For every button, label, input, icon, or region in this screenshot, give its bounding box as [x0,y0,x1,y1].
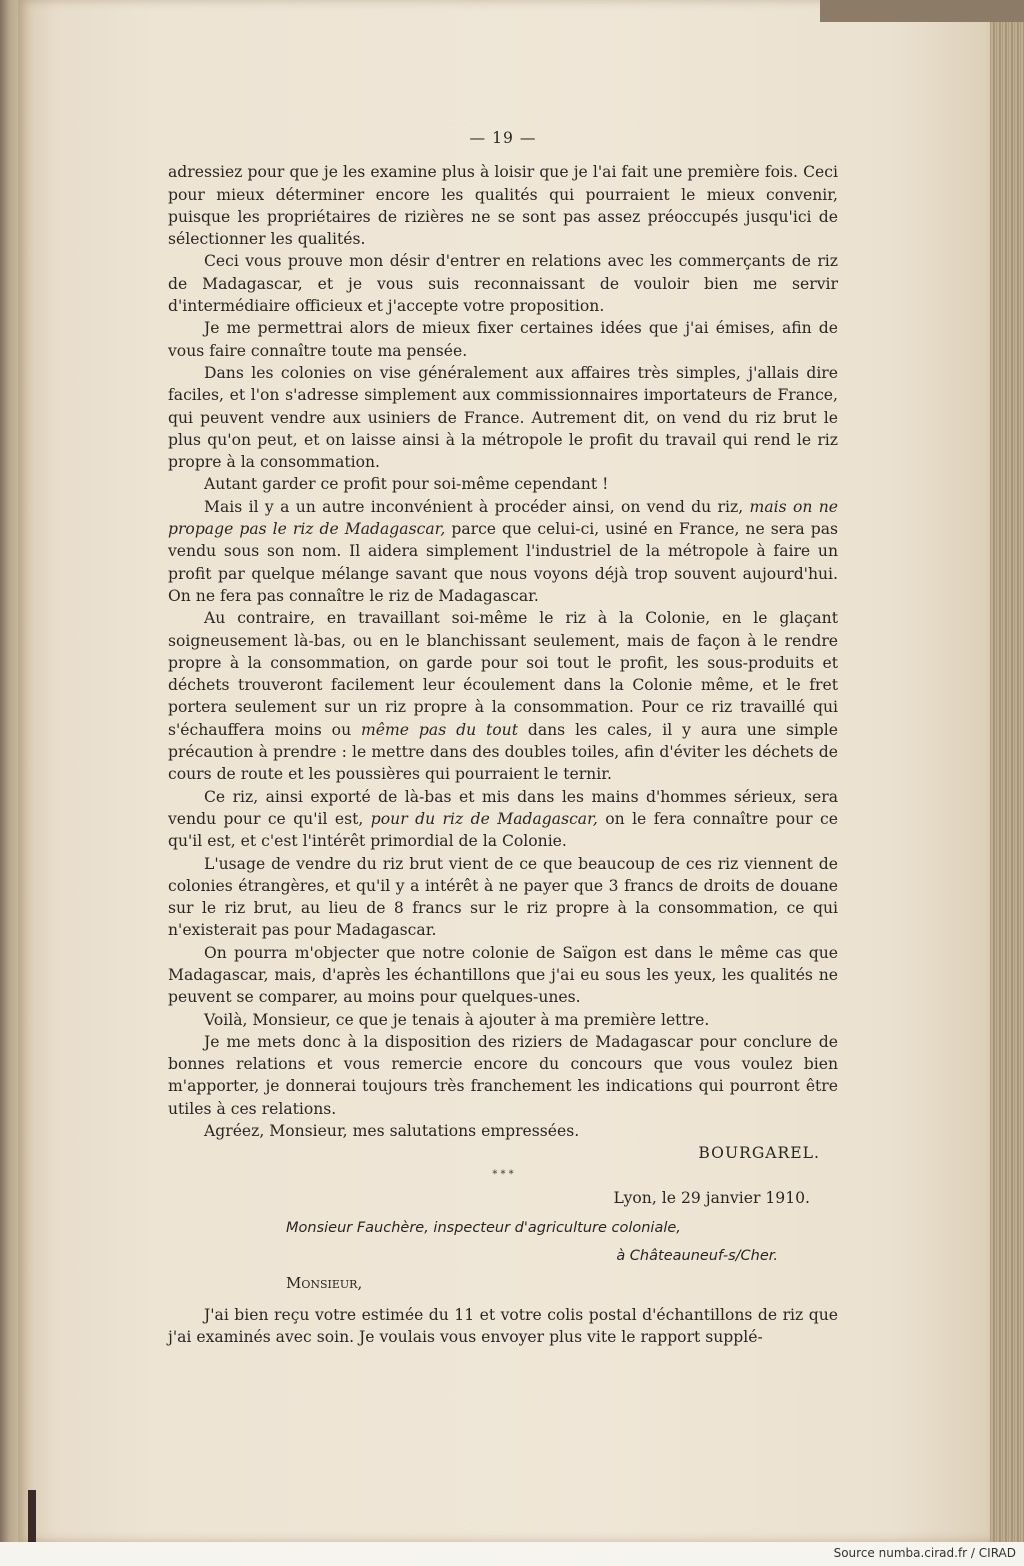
paragraph [168,496,838,607]
address-line-2: à Châteauneuf-s/Cher. [616,1248,778,1265]
page-number: — 19 — [469,129,537,147]
signature: BOURGAREL. [698,1144,820,1163]
text-run: dans les cales, il y aura une simple précaution à prendre : le mettre dans des doubles toiles, afin d'éviter les déchets de cours de route et les poussières qui pourraient le ternir. [168,720,838,784]
text-run: Mais il y a un autre inconvénient à procéder ainsi, on vend du riz, [204,497,750,516]
paragraph: Agréez, Monsieur, mes salutations empressées. [204,1122,580,1141]
paragraph: Je me permettrai alors de mieux fixer certaines idées que j'ai émises, afin de vous faire connaître toute ma pensée. [168,319,838,360]
paragraph: Voilà, Monsieur, ce que je tenais à ajouter à ma première lettre. [204,1010,710,1029]
address-line-1: Monsieur Fauchère, inspecteur d'agriculture coloniale, [286,1219,681,1236]
paragraph: Autant garder ce profit pour soi-même cependant ! [204,475,609,494]
text-run: parce que celui-ci, usiné en France, ne sera pas vendu sous son nom. Il aidera simplement l'industriel de la métropole à faire un profit par quelque mélange savant que nous voyons déjà trop souvent aujourd'hui. On ne fera pas connaître le riz de Madagascar. [168,520,838,605]
paragraph [168,607,838,785]
emphasis: même pas du tout [361,720,518,739]
page-text [168,127,838,1348]
text-run: Au contraire, en travaillant soi-même le riz à la Colonie, en le glaçant soigneusement là-bas, ou en le blanchissant seulement, mais de façon à le rendre propre à la consommation, on garde pour soi tout le profit, les sous-produits et déchets trouveront facilement leur écoulement dans la Colonie même, et le fret portera seulement sur un riz propre à la consommation. Pour ce riz travaillé qui s'échauffera moins ou [168,609,838,739]
paragraph: Ceci vous prouve mon désir d'entrer en relations avec les commerçants de riz de Madagascar, et je vous suis reconnaissant de vouloir bien me servir d'intermédiaire officieux et j'accepte votre proposition. [168,252,838,316]
separator-asterisks: * * * [492,1168,514,1180]
text-run: Ce riz, ainsi exporté de là-bas et mis dans les mains d'hommes sérieux, sera vendu pour ce qu'il est, [168,787,838,828]
paragraph: On pourra m'objecter que notre colonie de Saïgon est dans le même cas que Madagascar, mais, d'après les échantillons que j'ai eu sous les yeux, les qualités ne peuvent se comparer, au moins pour quelques-unes. [168,943,838,1007]
paragraph: adressiez pour que je les examine plus à loisir que je l'ai fait une première fois. Ceci pour mieux déterminer encore les qualités qui pourraient le mieux convenir, puisque les propriétaires de rizières ne se sont pas assez préoccupés jusqu'ici de sélectionner les qualités. [168,163,838,249]
text-run: on le fera connaître pour ce qu'il est, et c'est l'intérêt primordial de la Colonie. [168,809,838,851]
top-cover-flap [820,0,1024,22]
paragraph: L'usage de vendre du riz brut vient de ce que beaucoup de ces riz viennent de colonies étrangères, et qu'il y a intérêt à ne payer que 3 francs de droits de douane sur le riz brut, au lieu de 8 francs sur le riz propre à la consommation, ce qui n'existerait pas pour Madagascar. [168,854,838,940]
paragraph [168,786,838,853]
paragraph: Je me mets donc à la disposition des riziers de Madagascar pour conclure de bonnes relations et vous remercie encore du concours que vous voulez bien m'apporter, je donnerai toujours très franchement les indications qui pourront être utiles à ces relations. [168,1032,838,1118]
page-stack-edge [990,0,1024,1542]
paragraph: J'ai bien reçu votre estimée du 11 et votre colis postal d'échantillons de riz que j'ai examinés avec soin. Je voulais vous envoyer plus vite le rapport supplé- [168,1305,838,1347]
emphasis: pour du riz de Madagascar, [370,809,598,828]
salutation: Monsieur, [286,1273,363,1292]
emphasis: mais on ne propage pas le riz de Madagascar, [168,497,839,539]
source-credit: Source numba.cirad.fr / CIRAD [833,1546,1016,1560]
date-line: Lyon, le 29 janvier 1910. [613,1188,810,1207]
spine-mark [28,1490,36,1542]
paragraph: Dans les colonies on vise généralement aux affaires très simples, j'allais dire faciles, et l'on s'adresse simplement aux commissionnaires importateurs de France, qui peuvent vendre aux usiniers de France. Autrement dit, on vend du riz brut le plus qu'on peut, et on laisse ainsi à la métropole le profit du travail qui rend le riz propre à la consommation. [168,363,838,472]
